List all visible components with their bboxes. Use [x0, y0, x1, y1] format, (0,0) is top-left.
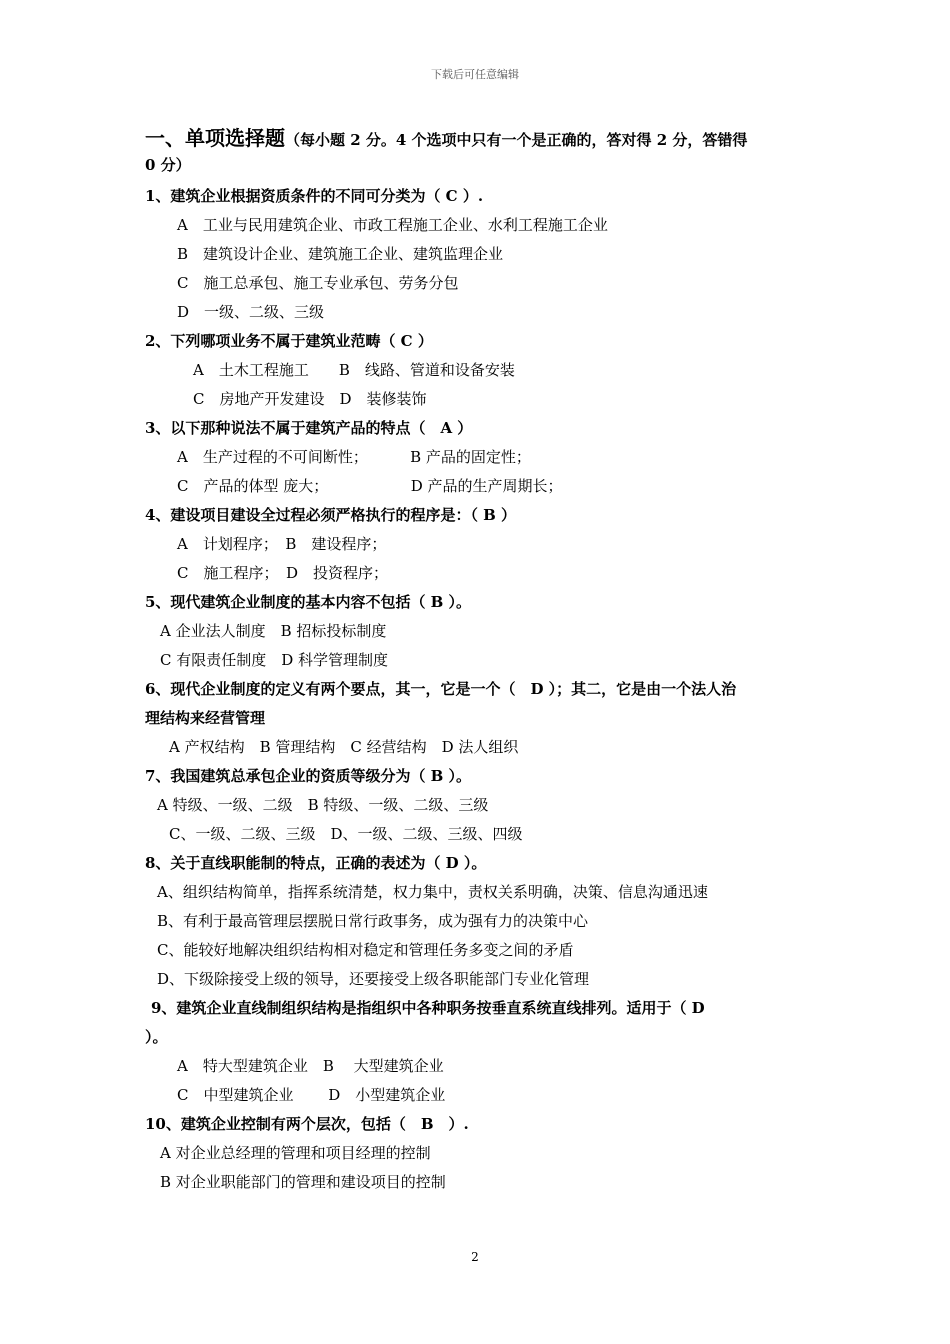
question-4-options-ab: A 计划程序； B 建设程序；: [177, 535, 387, 553]
question-8-option-d: D、下级除接受上级的领导，还要接受上级各职能部门专业化管理: [157, 970, 590, 988]
document-body: [145, 122, 815, 1197]
question-4: 4、建设项目建设全过程必须严格执行的程序是：（ B ）: [145, 506, 517, 524]
question-1-option-c: C 施工总承包、施工专业承包、劳务分包: [177, 274, 459, 292]
section-note: （每小题 2 分。4 个选项中只有一个是正确的，答对得 2 分，答错得: [285, 131, 748, 149]
question-9-options-cd: C 中型建筑企业 D 小型建筑企业: [177, 1086, 446, 1104]
question-9-continued: ）。: [145, 1028, 168, 1046]
question-8: 8、关于直线职能制的特点，正确的表述为（ D ）。: [145, 854, 487, 872]
question-8-option-b: B、有利于最高管理层摆脱日常行政事务，成为强有力的决策中心: [157, 912, 589, 930]
question-2-options-ab: A 土木工程施工 B 线路、管道和设备安装: [193, 361, 515, 379]
question-5-options-ab: A 企业法人制度 B 招标投标制度: [160, 622, 387, 640]
question-10-option-b: B 对企业职能部门的管理和建设项目的控制: [160, 1173, 446, 1191]
question-1: 1、建筑企业根据资质条件的不同可分类为（ C ）.: [145, 187, 484, 205]
page-header: 下载后可任意编辑: [431, 68, 519, 81]
question-3: 3、以下那种说法不属于建筑产品的特点（ A ）: [145, 419, 473, 437]
question-9-options-ab: A 特大型建筑企业 B 大型建筑企业: [177, 1057, 444, 1075]
question-1-option-a: A 工业与民用建筑企业、市政工程施工企业、水利工程施工企业: [177, 216, 608, 234]
question-6-continued: 理结构来经营管理: [145, 709, 266, 727]
question-6-options: A 产权结构 B 管理结构 C 经营结构 D 法人组织: [169, 738, 519, 756]
question-3-options-ab: A 生产过程的不可间断性； B 产品的固定性；: [177, 448, 531, 466]
question-9: 9、建筑企业直线制组织结构是指组织中各种职务按垂直系统直线排列。适用于（ D: [151, 999, 705, 1017]
question-7-options-cd: C、一级、二级、三级 D、一级、二级、三级、四级: [169, 825, 523, 843]
question-7: 7、我国建筑总承包企业的资质等级分为（ B ）。: [145, 767, 472, 785]
section-title-text: 一、单项选择题: [145, 126, 285, 150]
question-10-option-a: A 对企业总经理的管理和项目经理的控制: [160, 1144, 431, 1162]
question-6: 6、现代企业制度的定义有两个要点，其一，它是一个（ D ）；其二，它是由一个法人治: [145, 680, 737, 698]
question-8-option-c: C、能较好地解决组织结构相对稳定和管理任务多变之间的矛盾: [157, 941, 574, 959]
question-4-options-cd: C 施工程序； D 投资程序；: [177, 564, 389, 582]
section-note-continued: 0 分）: [145, 156, 191, 174]
question-7-options-ab: A 特级、一级、二级 B 特级、一级、二级、三级: [157, 796, 489, 814]
page-number: 2: [471, 1250, 479, 1264]
question-3-options-cd: C 产品的体型 庞大； D 产品的生产周期长；: [177, 477, 563, 495]
question-5: 5、现代建筑企业制度的基本内容不包括（ B ）。: [145, 593, 472, 611]
question-1-option-d: D 一级、二级、三级: [177, 303, 325, 321]
question-1-option-b: B 建筑设计企业、建筑施工企业、建筑监理企业: [177, 245, 504, 263]
question-2-options-cd: C 房地产开发建设 D 装修装饰: [193, 390, 427, 408]
section-title: [145, 122, 815, 154]
question-2: 2、下列哪项业务不属于建筑业范畴（ C ）: [145, 332, 433, 350]
question-5-options-cd: C 有限责任制度 D 科学管理制度: [160, 651, 389, 669]
question-8-option-a: A、组织结构简单，指挥系统清楚，权力集中，责权关系明确，决策、信息沟通迅速: [157, 883, 708, 901]
question-10: 10、建筑企业控制有两个层次，包括（ B ）.: [145, 1115, 469, 1133]
